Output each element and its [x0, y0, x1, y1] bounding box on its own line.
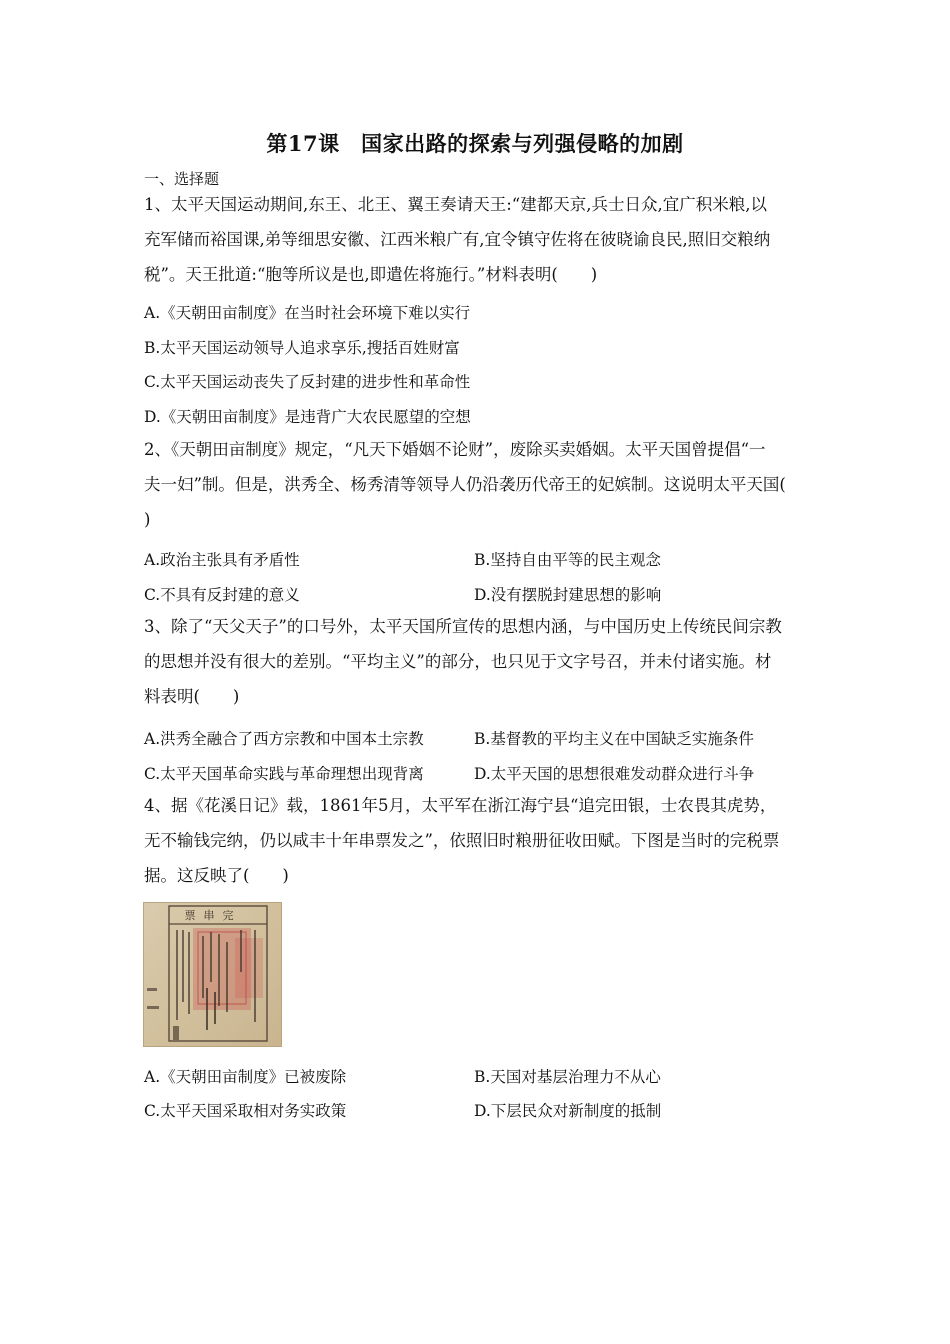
section-heading: 一、选择题	[144, 170, 220, 188]
question-1-stem	[144, 187, 808, 292]
stem-line: 税”。天王批道:“胞等所议是也,即遣佐将施行。”材料表明( )	[144, 265, 598, 284]
stem-line: 3、除了“天父天子”的口号外，太平天国所宣传的思想内涵，与中国历史上传统民间宗教	[144, 617, 782, 636]
q3-option-d[interactable]: D.太平天国的思想很难发动群众进行斗争	[474, 765, 755, 783]
lesson-title: 第17课 国家出路的探索与列强侵略的加剧	[266, 131, 684, 156]
q3-option-b[interactable]: B.基督教的平均主义在中国缺乏实施条件	[474, 730, 754, 748]
q1-option-a[interactable]: A.《天朝田亩制度》在当时社会环境下难以实行	[144, 304, 471, 322]
q2-option-d[interactable]: D.没有摆脱封建思想的影响	[474, 586, 662, 604]
q2-option-b[interactable]: B.坚持自由平等的民主观念	[474, 551, 661, 569]
stem-line: 夫一妇”制。但是，洪秀全、杨秀清等领导人仍沿袭历代帝王的妃嫔制。这说明太平天国(	[144, 475, 786, 494]
q2-option-c[interactable]: C.不具有反封建的意义	[144, 586, 300, 604]
q1-option-c[interactable]: C.太平天国运动丧失了反封建的进步性和革命性	[144, 373, 471, 391]
q4-option-c[interactable]: C.太平天国采取相对务实政策	[144, 1102, 347, 1120]
receipt-header-text: 票串完	[184, 909, 242, 922]
tax-receipt-image	[143, 902, 282, 1047]
q4-option-d[interactable]: D.下层民众对新制度的抵制	[474, 1102, 662, 1120]
q4-option-a[interactable]: A.《天朝田亩制度》已被废除	[144, 1068, 347, 1086]
q1-option-b[interactable]: B.太平天国运动领导人追求享乐,搜括百姓财富	[144, 339, 460, 357]
stem-line: 4、据《花溪日记》载，1861年5月，太平军在浙江海宁县“追完田银，士农畏其虎势，	[144, 796, 777, 815]
stem-line: 充军储而裕国课,弟等细思安徽、江西米粮广有,宜令镇守佐将在彼晓谕良民,照旧交粮纳	[144, 230, 771, 249]
stem-line: 的思想并没有很大的差别。“平均主义”的部分，也只见于文字号召，并未付诸实施。材	[144, 652, 772, 671]
q4-option-b[interactable]: B.天国对基层治理力不从心	[474, 1068, 661, 1086]
question-3-stem	[144, 609, 808, 714]
stem-line: 料表明( )	[144, 687, 240, 706]
question-2-stem	[144, 432, 808, 537]
q1-option-d[interactable]: D.《天朝田亩制度》是违背广大农民愿望的空想	[144, 408, 471, 426]
q3-option-a[interactable]: A.洪秀全融合了西方宗教和中国本土宗教	[144, 730, 424, 748]
stem-line: )	[144, 510, 151, 529]
stem-line: 无不输钱完纳，仍以咸丰十年串票发之”，依照旧时粮册征收田赋。下图是当时的完税票	[144, 831, 780, 850]
stem-line: 1、太平天国运动期间,东王、北王、翼王奏请天王:“建都天京,兵士日众,宜广积米粮,以	[144, 195, 767, 214]
stem-line: 2、《天朝田亩制度》规定，“凡天下婚姻不论财”，废除买卖婚姻。太平天国曾提倡“一	[144, 440, 766, 459]
q2-option-a[interactable]: A.政治主张具有矛盾性	[144, 551, 300, 569]
question-4-stem	[144, 788, 808, 893]
stem-line: 据。这反映了( )	[144, 866, 289, 885]
tax-receipt-drawing	[143, 902, 282, 1047]
q3-option-c[interactable]: C.太平天国革命实践与革命理想出现背离	[144, 765, 424, 783]
